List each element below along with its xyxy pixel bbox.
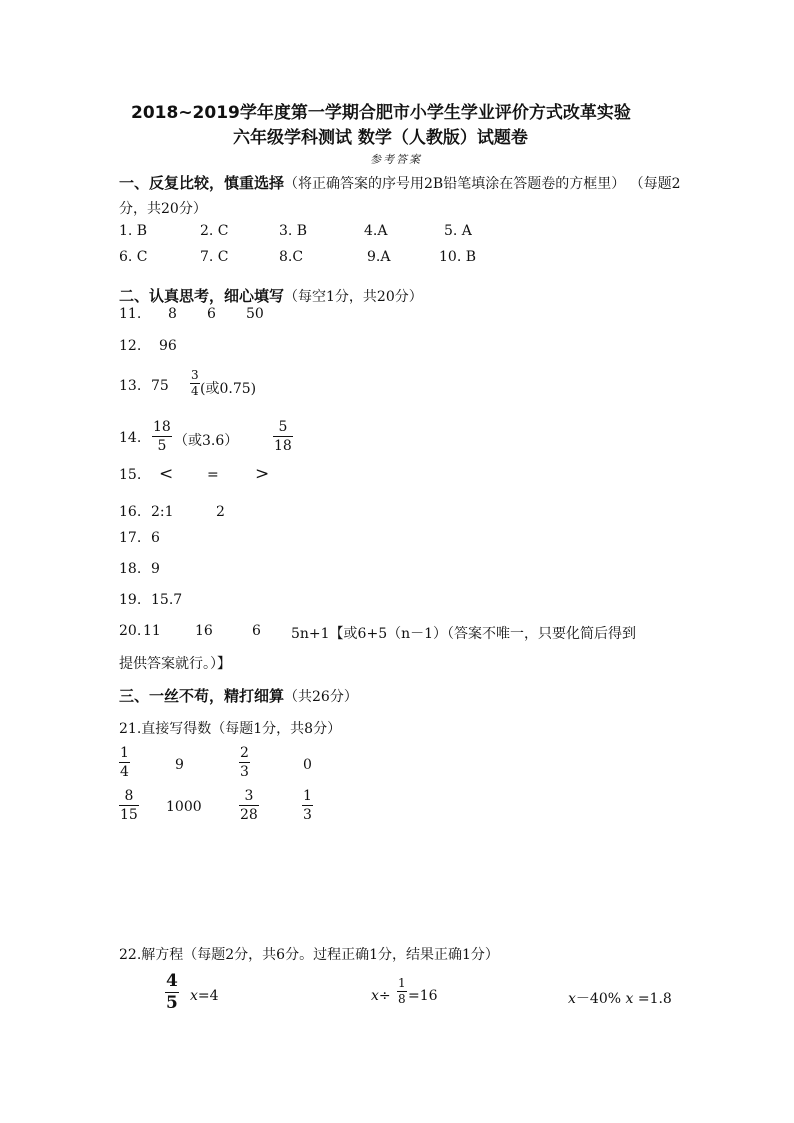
section1-heading: 一、反复比较，慎重选择: [119, 174, 285, 192]
fraction-numerator: 18: [153, 419, 171, 435]
q14-tail: （或3.6）: [174, 433, 239, 449]
fraction-denominator: 8: [398, 992, 406, 1006]
q22-eq1: [190, 988, 219, 1004]
fraction-denominator: 18: [274, 438, 292, 454]
q21-r1-c1: [119, 745, 130, 780]
q11-answer-c: 50: [246, 306, 264, 322]
answer-8: 8.C: [279, 249, 304, 265]
q14-fraction-1: [152, 419, 172, 454]
fraction-bar: [119, 805, 139, 806]
q20-row: [119, 623, 689, 643]
fraction-bar: [152, 436, 172, 437]
q15-answer-a: <: [159, 464, 174, 484]
q21-r1-c4: 0: [303, 757, 312, 773]
q16-number: 16.: [119, 504, 142, 520]
fraction-numerator: 8: [124, 788, 134, 804]
q22-eq1-fraction: [165, 972, 179, 1013]
q22-eq2-rest: =16: [408, 988, 438, 1004]
q21-r2-c3: [239, 788, 259, 823]
q17-answer: 6: [151, 530, 160, 546]
fraction-denominator: 3: [240, 764, 249, 780]
q22-eq2-fraction: [397, 977, 407, 1006]
section3-note: （共26分）: [284, 689, 358, 705]
fraction-bar: [273, 436, 293, 437]
divide-sign: ÷: [378, 988, 391, 1004]
q20-answer-a: 11: [143, 623, 161, 639]
q21-r1-c2: 9: [175, 757, 184, 773]
subtitle: 参考答案: [370, 153, 422, 166]
q16-answer-b: 2: [216, 504, 225, 520]
fraction-bar: [119, 762, 130, 763]
fraction-numerator: 3: [191, 368, 199, 382]
fraction-numerator: 1: [120, 745, 129, 761]
q19-answer: 15.7: [151, 592, 183, 608]
q21-r2-c4: [302, 788, 313, 823]
q13-answer-a: 75: [151, 378, 169, 394]
fraction-denominator: 4: [120, 764, 129, 780]
q20-answer-c: 6: [252, 623, 261, 639]
q21-label: 21.直接写得数（每题1分，共8分）: [119, 721, 342, 737]
q14-number: 14.: [119, 430, 142, 446]
q14-fraction-2: [273, 419, 293, 454]
fraction-denominator: 3: [303, 807, 312, 823]
fraction-bar: [239, 805, 259, 806]
q17-number: 17.: [119, 530, 142, 546]
answer-6: 6. C: [119, 249, 148, 265]
q21-r2-c1: [119, 788, 139, 823]
q21-r1-c3: [239, 745, 250, 780]
answer-1: 1. B: [119, 223, 148, 239]
q18-row: [119, 561, 679, 581]
section3-heading: 三、一丝不苟，精打细算: [119, 687, 285, 705]
answer-4: 4.A: [364, 223, 388, 239]
q22-label: 22.解方程（每题2分，共6分。过程正确1分，结果正确1分）: [119, 947, 499, 963]
fraction-denominator: 4: [191, 384, 199, 398]
variable-x: x: [371, 988, 379, 1004]
variable-x: x: [568, 991, 576, 1007]
q18-number: 18.: [119, 561, 142, 577]
q13-number: 13.: [119, 378, 142, 394]
eq3-mid: －40%: [575, 991, 622, 1007]
answer-7: 7. C: [200, 249, 229, 265]
q13-row: [119, 378, 679, 398]
q16-row: [119, 504, 679, 524]
fraction-denominator: 5: [157, 438, 167, 454]
q11-answer-b: 6: [207, 306, 216, 322]
q12-row: [119, 338, 679, 358]
answer-2: 2. C: [200, 223, 229, 239]
q16-answer-a: 2:1: [151, 504, 174, 520]
title-line-2: 六年级学科测试 数学（人教版）试题卷: [233, 128, 528, 148]
q11-answer-a: 8: [168, 306, 177, 322]
q15-answer-b: =: [207, 467, 219, 483]
fraction-denominator: 5: [166, 993, 178, 1013]
q15-answer-c: >: [255, 464, 270, 484]
answer-row-2: [119, 249, 679, 269]
q18-answer: 9: [151, 561, 160, 577]
answer-row-1: [119, 223, 679, 243]
fraction-numerator: 5: [278, 419, 288, 435]
eq3-rest: =1.8: [637, 991, 672, 1007]
eq1-rest: =4: [197, 988, 219, 1004]
title-line-1: 2018~2019学年度第一学期合肥市小学生学业评价方式改革实验: [131, 103, 631, 123]
q19-row: [119, 592, 679, 612]
variable-x: x: [625, 991, 634, 1007]
section2-note: （每空1分，共20分）: [284, 289, 423, 305]
answer-9: 9.A: [367, 249, 391, 265]
section1-note: （将正确答案的序号用2B铅笔填涂在答题卷的方框里） （每题2: [284, 176, 681, 192]
fraction-numerator: 4: [166, 971, 178, 991]
q11-number: 11.: [119, 306, 142, 322]
section1-note2: 分，共20分）: [119, 201, 207, 217]
section1-heading-line: [119, 172, 681, 193]
q15-row: [119, 464, 679, 487]
answer-10: 10. B: [439, 249, 477, 265]
q22-eq3: [568, 988, 672, 1008]
q21-r2-c2: 1000: [166, 799, 202, 815]
section2-heading-line: [119, 285, 423, 306]
fraction-numerator: 3: [244, 788, 254, 804]
fraction-denominator: 28: [240, 807, 258, 823]
q13-tail: (或0.75): [200, 381, 257, 397]
fraction-bar: [239, 762, 250, 763]
fraction-numerator: 1: [398, 976, 406, 990]
variable-x: x: [190, 988, 198, 1004]
q12-number: 12.: [119, 338, 142, 354]
q20-answer-d: 5n+1【或6+5（n－1）（答案不唯一，只要化简后得到: [291, 626, 637, 642]
answer-5: 5. A: [444, 223, 472, 239]
q19-number: 19.: [119, 592, 142, 608]
q11-row: [119, 306, 679, 326]
q20-answer-b: 16: [195, 623, 213, 639]
q12-answer: 96: [159, 338, 177, 354]
fraction-bar: [302, 805, 313, 806]
section2-heading: 二、认真思考，细心填写: [119, 287, 285, 305]
answer-3: 3. B: [279, 223, 308, 239]
fraction-numerator: 1: [303, 788, 312, 804]
q15-number: 15.: [119, 467, 142, 483]
q20-number: 20.: [119, 623, 142, 639]
q17-row: [119, 530, 679, 550]
fraction-numerator: 2: [240, 745, 249, 761]
q13-fraction: [190, 369, 200, 398]
section3-heading-line: [119, 685, 358, 706]
q22-eq2-left: [371, 988, 391, 1004]
fraction-denominator: 15: [120, 807, 138, 823]
q20-answer-d-cont: 提供答案就行。）】: [119, 656, 231, 672]
